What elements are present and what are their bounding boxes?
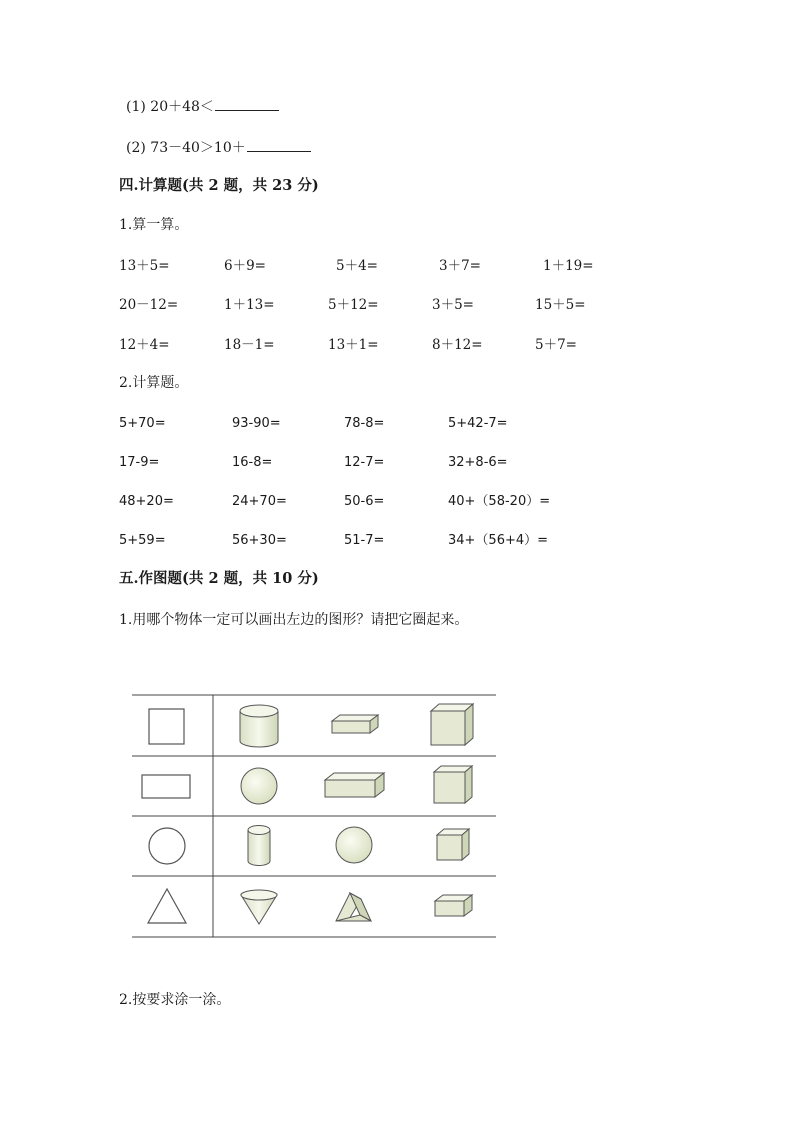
comparison-1-text: (1) 20＋48＜: [126, 99, 214, 115]
problem: 12-7=: [344, 455, 385, 470]
problem: 78-8=: [344, 416, 385, 431]
table-row: [149, 704, 473, 747]
triangle-icon: [148, 889, 186, 923]
cuboid-icon[interactable]: [325, 773, 384, 797]
problem: 8＋12=: [432, 337, 483, 353]
problem: 93-90=: [232, 416, 281, 431]
problem: 3＋5=: [432, 297, 474, 313]
problem: 1＋19=: [543, 258, 594, 274]
cube-icon[interactable]: [431, 704, 473, 745]
sphere-icon[interactable]: [241, 768, 277, 804]
section5-q1-title: 1.用哪个物体一定可以画出左边的图形？请把它圈起来。: [119, 612, 469, 628]
problem: 5＋4=: [336, 258, 378, 274]
section4-q2-title: 2.计算题。: [119, 375, 189, 391]
problem: 13＋1=: [328, 337, 379, 353]
shape-object-table: [132, 693, 496, 939]
problem: 34+（56+4）=: [448, 533, 549, 548]
problem: 5+42-7=: [448, 416, 508, 431]
problem: 5+70=: [119, 416, 166, 431]
problem: 40+（58-20）=: [448, 494, 551, 509]
small-cube-icon[interactable]: [437, 829, 469, 860]
table-row: [148, 889, 472, 924]
problem: 3＋7=: [439, 258, 481, 274]
section5-q2-title: 2.按要求涂一涂。: [119, 992, 231, 1008]
sphere-icon[interactable]: [336, 827, 372, 863]
table-row: [149, 826, 469, 866]
problem: 56+30=: [232, 533, 287, 548]
section4-q1-title: 1.算一算。: [119, 217, 189, 233]
comparison-2-text: (2) 73－40＞10＋: [126, 140, 246, 156]
flat-cuboid-icon[interactable]: [332, 715, 378, 733]
answer-blank-1[interactable]: [215, 96, 279, 111]
problem: 6＋9=: [224, 258, 266, 274]
problem: 5＋7=: [535, 337, 577, 353]
square-icon: [149, 709, 184, 744]
narrow-cylinder-icon[interactable]: [248, 826, 270, 866]
problem: 20－12=: [119, 297, 179, 313]
problem: 5+59=: [119, 533, 166, 548]
problem: 5＋12=: [328, 297, 379, 313]
problem: 16-8=: [232, 455, 273, 470]
problem: 1＋13=: [224, 297, 275, 313]
problem: 24+70=: [232, 494, 287, 509]
problem: 17-9=: [119, 455, 160, 470]
cube-icon[interactable]: [434, 766, 472, 803]
problem: 18－1=: [224, 337, 275, 353]
rectangle-icon: [142, 775, 190, 798]
circle-icon: [149, 828, 185, 864]
comparison-2: [126, 137, 311, 158]
triangular-prism-icon[interactable]: [336, 893, 371, 921]
problem: 12＋4=: [119, 337, 170, 353]
problem: 50-6=: [344, 494, 385, 509]
cylinder-icon[interactable]: [240, 705, 278, 747]
small-cuboid-icon[interactable]: [435, 895, 472, 916]
table-row: [142, 766, 472, 804]
section4-heading: 四.计算题(共 2 题，共 23 分): [119, 177, 319, 194]
answer-blank-2[interactable]: [247, 137, 311, 152]
section5-heading: 五.作图题(共 2 题，共 10 分): [119, 570, 319, 587]
problem: 15＋5=: [535, 297, 586, 313]
problem: 32+8-6=: [448, 455, 508, 470]
comparison-1: [126, 96, 279, 117]
cone-icon[interactable]: [241, 890, 277, 924]
problem: 51-7=: [344, 533, 385, 548]
problem: 48+20=: [119, 494, 174, 509]
problem: 13＋5=: [119, 258, 170, 274]
